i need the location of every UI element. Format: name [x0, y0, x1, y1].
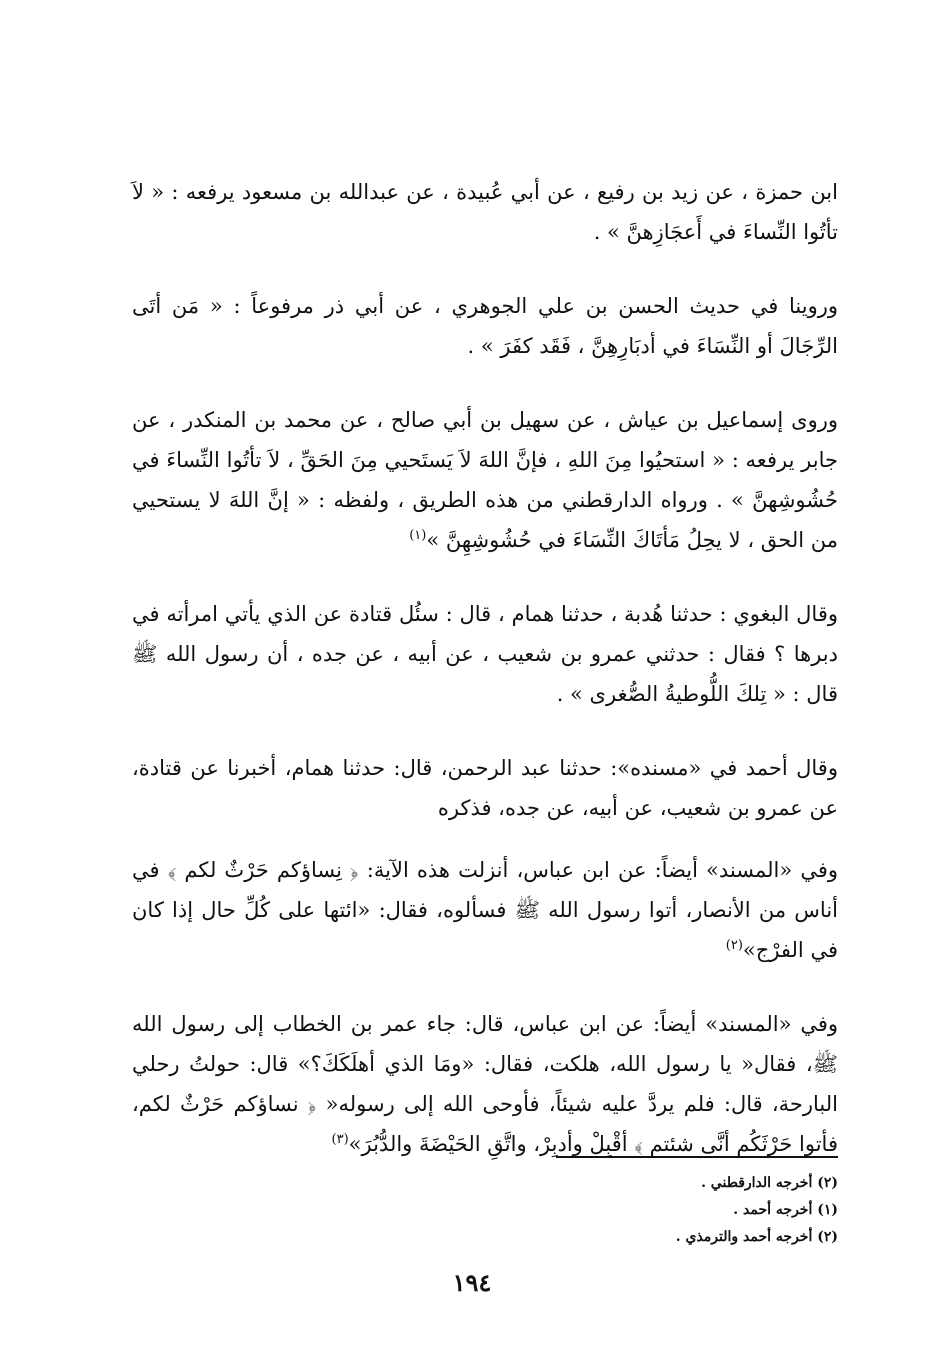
footnote-1: (٢) أخرجه الدارقطني .	[701, 1175, 838, 1191]
main-text	[132, 172, 838, 1164]
paragraph-4-text: وقال البغوي : حدثنا هُدبة ، حدثنا همام ، قال : سئُل قتادة عن الذي يأتي امرأته في دبرها ؟ فقال : حدثني عمرو بن شعيب ، عن أبيه ، عن جده ، أن رسول الله ﷺ قال : « تِلكَ اللُّوطيةُ الصُّغرى » .	[132, 602, 838, 706]
footnote-divider	[556, 1156, 838, 1158]
paragraph-5-text: وقال أحمد في «مسنده»: حدثنا عبد الرحمن، قال: حدثنا همام، أخبرنا عن قتادة، عن عمرو بن شعيب، عن أبيه، عن جده، فذكره	[132, 756, 838, 820]
paragraph-1-text: ابن حمزة ، عن زيد بن رفيع ، عن أبي عُبيدة ، عن عبدالله بن مسعود يرفعه : « لاَ تأتُوا النِّساءَ في أَعجَازِهنَّ » .	[132, 180, 838, 244]
paragraph-6-text: وفي «المسند» أيضاً: عن ابن عباس، أنزلت هذه الآية: ﴿ نِساؤكم حَرْثٌ لكم ﴾ في أناس من الأنصار، أتوا رسول الله ﷺ فسألوه، فقال: «ائتها على كُلِّ حال إذا كان في الفرْج»	[132, 858, 838, 962]
paragraph-1	[132, 172, 838, 252]
footnote-marker: (١)	[409, 528, 427, 543]
footnote-marker: (٢)	[725, 938, 743, 953]
footnote-3: (٢) أخرجه أحمد والترمذي .	[675, 1229, 838, 1245]
paragraph-5	[132, 748, 838, 828]
page-number: ١٩٤	[452, 1268, 492, 1297]
paragraph-7	[132, 1004, 838, 1164]
paragraph-3-text: وروى إسماعيل بن عياش ، عن سهيل بن أبي صالح ، عن محمد بن المنكدر ، عن جابر يرفعه : « استحيُوا مِنَ اللهِ ، فإنَّ اللهَ لاَ يَستَحيي مِنَ الحَقِّ ، لاَ تأتُوا النِّساءَ في حُشُوشِهنَّ » . ورواه الدارقطني من هذه الطريق ، ولفظه : « إنَّ اللهَ لا يستحيي من الحق ، لا يحِلُ مَأتَاكَ النِّسَاءَ في حُشُوشِهِنَّ »	[132, 408, 838, 552]
paragraph-6	[132, 850, 838, 970]
paragraph-2-text: وروينا في حديث الحسن بن علي الجوهري ، عن أبي ذر مرفوعاً : « مَن أتَى الرِّجَالَ أو النِّسَاءَ في أدبَارِهِنَّ ، فَقَد كفَرَ » .	[132, 294, 838, 358]
footnotes	[400, 1170, 838, 1251]
paragraph-2	[132, 286, 838, 366]
footnote-2: (١) أخرجه أحمد .	[733, 1202, 838, 1218]
footnote-marker: (٣)	[331, 1132, 349, 1147]
paragraph-3	[132, 400, 838, 560]
paragraph-4	[132, 594, 838, 714]
paragraph-7-text: وفي «المسند» أيضاً: عن ابن عباس، قال: جاء عمر بن الخطاب إلى رسول الله ﷺ، فقال« يا رسول الله، هلكت، فقال: «ومَا الذي أهلَكَكَ؟» قال: حولتُ رحلي البارحة، قال: فلم يردَّ عليه شيئاً، فأوحى الله إلى رسوله« ﴿ نساؤكم حَرْثٌ لكم، فأتوا حَرْثَكُم أنَّى شئتم ﴾ أقْبِلْ وأدبِرْ، واتَّقِ الحَيْضَةَ والدُّبُرَ»	[132, 1012, 838, 1156]
